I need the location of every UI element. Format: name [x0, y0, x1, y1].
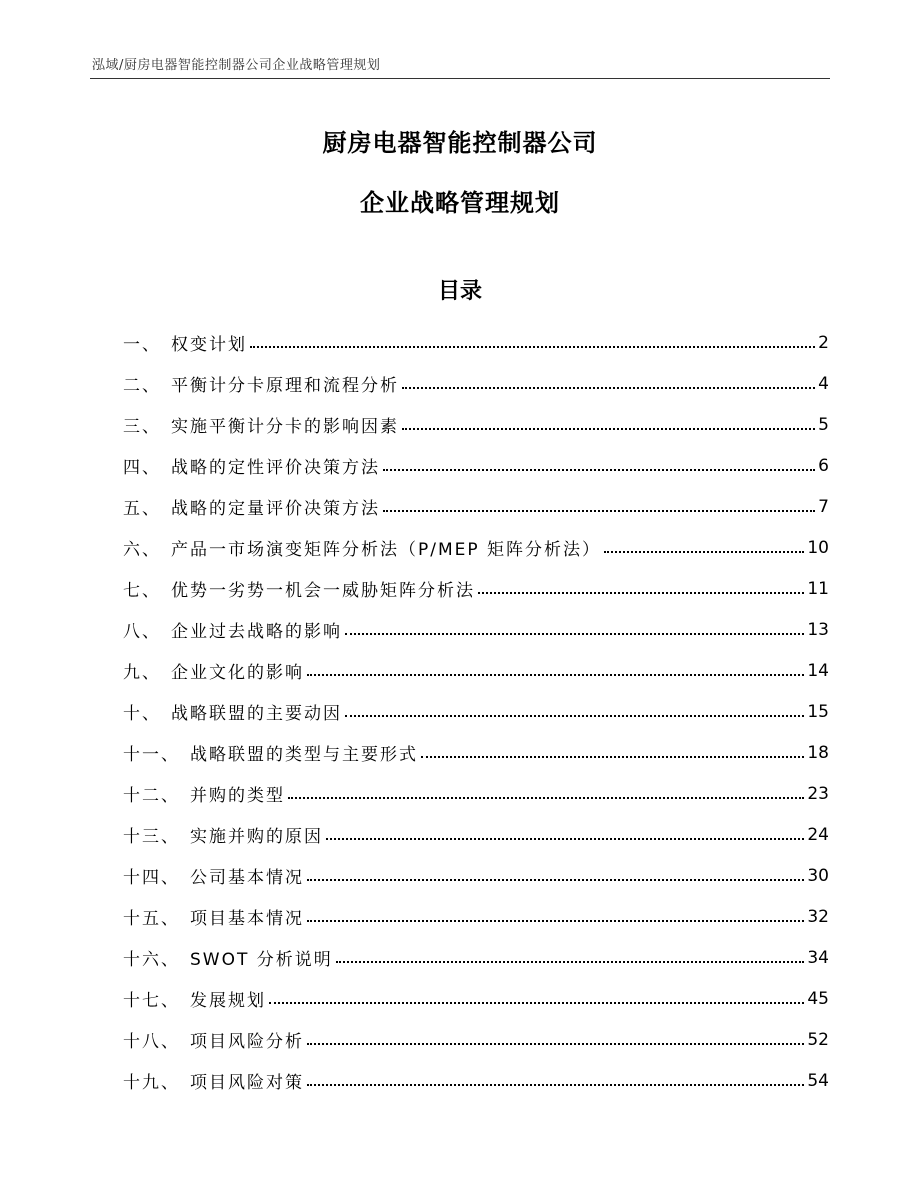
toc-entry-page-number: 11: [807, 578, 829, 599]
toc-entry-title: 企业文化的影响: [171, 663, 304, 683]
toc-entry-separator: 、: [161, 950, 180, 970]
toc-dot-leader: [421, 755, 804, 758]
toc-entry-number: 六: [123, 540, 142, 560]
toc-entry[interactable]: [123, 1019, 829, 1060]
toc-entry-separator: 、: [142, 417, 161, 437]
toc-entry-title: 战略的定性评价决策方法: [171, 458, 380, 478]
toc-entry-number: 九: [123, 663, 142, 683]
toc-entry-title: 产品一市场演变矩阵分析法（P/MEP 矩阵分析法）: [171, 540, 602, 560]
toc-entry-number: 四: [123, 458, 142, 478]
toc-dot-leader: [336, 960, 805, 963]
toc-entry-separator: 、: [142, 499, 161, 519]
toc-entry-separator: 、: [142, 335, 161, 355]
toc-entry-page-number: 4: [818, 373, 829, 394]
toc-dot-leader: [307, 1083, 804, 1086]
toc-entry[interactable]: [123, 691, 829, 732]
toc-entry-number: 十二: [123, 786, 161, 806]
toc-dot-leader: [402, 386, 815, 389]
toc-entry-page-number: 15: [807, 701, 829, 722]
toc-entry-page-number: 23: [807, 783, 829, 804]
toc-entry-title: 平衡计分卡原理和流程分析: [171, 376, 399, 396]
toc-entry[interactable]: [123, 937, 829, 978]
toc-entry-page-number: 10: [807, 537, 829, 558]
toc-entry-page-number: 6: [818, 455, 829, 476]
toc-entry-separator: 、: [142, 376, 161, 396]
toc-entry-separator: 、: [142, 581, 161, 601]
toc-entry-separator: 、: [142, 663, 161, 683]
toc-entry[interactable]: [123, 404, 829, 445]
toc-entry-number: 三: [123, 417, 142, 437]
toc-entry-number: 十五: [123, 909, 161, 929]
toc-dot-leader: [307, 878, 804, 881]
toc-entry-number: 二: [123, 376, 142, 396]
toc-entry[interactable]: [123, 322, 829, 363]
toc-entry[interactable]: [123, 527, 829, 568]
toc-entry-title: 优势一劣势一机会一威胁矩阵分析法: [171, 581, 475, 601]
toc-entry-separator: 、: [161, 786, 180, 806]
toc-entry[interactable]: [123, 814, 829, 855]
toc-entry-number: 十六: [123, 950, 161, 970]
toc-entry[interactable]: [123, 978, 829, 1019]
toc-entry-page-number: 2: [818, 332, 829, 353]
toc-entry-page-number: 7: [818, 496, 829, 517]
toc-dot-leader: [478, 591, 804, 594]
toc-entry-number: 七: [123, 581, 142, 601]
toc-entry-separator: 、: [161, 991, 180, 1011]
toc-entry[interactable]: [123, 855, 829, 896]
toc-entry[interactable]: [123, 650, 829, 691]
toc-dot-leader: [345, 632, 804, 635]
toc-entry-title: 并购的类型: [190, 786, 285, 806]
toc-dot-leader: [402, 427, 815, 430]
toc-entry-title: 公司基本情况: [190, 868, 304, 888]
document-title: 厨房电器智能控制器公司: [322, 129, 598, 157]
toc-entry-number: 十四: [123, 868, 161, 888]
toc-dot-leader: [288, 796, 804, 799]
toc-entry-number: 五: [123, 499, 142, 519]
toc-entry[interactable]: [123, 773, 829, 814]
toc-entry[interactable]: [123, 568, 829, 609]
toc-entry-page-number: 5: [818, 414, 829, 435]
toc-entry-page-number: 34: [807, 947, 829, 968]
toc-entry-title: 发展规划: [190, 991, 266, 1011]
toc-entry-page-number: 18: [807, 742, 829, 763]
toc-entry[interactable]: [123, 1060, 829, 1101]
toc-entry-title: 项目风险对策: [190, 1073, 304, 1093]
toc-dot-leader: [345, 714, 804, 717]
toc-dot-leader: [307, 919, 804, 922]
toc-entry-separator: 、: [161, 909, 180, 929]
toc-entry-number: 十九: [123, 1073, 161, 1093]
toc-entry-separator: 、: [142, 458, 161, 478]
toc-entry-title: 项目风险分析: [190, 1032, 304, 1052]
toc-dot-leader: [307, 1042, 804, 1045]
toc-entry-page-number: 24: [807, 824, 829, 845]
toc-heading: 目录: [437, 279, 482, 304]
toc-entry-number: 十一: [123, 745, 161, 765]
toc-entry-page-number: 52: [807, 1029, 829, 1050]
toc-entry[interactable]: [123, 363, 829, 404]
toc-entry-page-number: 14: [807, 660, 829, 681]
toc-entry-title: 企业过去战略的影响: [171, 622, 342, 642]
toc-entry-separator: 、: [142, 622, 161, 642]
toc-entry-page-number: 30: [807, 865, 829, 886]
toc-dot-leader: [326, 837, 804, 840]
toc-entry-number: 八: [123, 622, 142, 642]
toc-entry-separator: 、: [161, 868, 180, 888]
toc-entry-title: 实施平衡计分卡的影响因素: [171, 417, 399, 437]
toc-entry[interactable]: [123, 896, 829, 937]
toc-entry-separator: 、: [142, 704, 161, 724]
toc-entry[interactable]: [123, 609, 829, 650]
toc-entry[interactable]: [123, 445, 829, 486]
toc-entry-number: 一: [123, 335, 142, 355]
toc-entry-title: 实施并购的原因: [190, 827, 323, 847]
toc-entry-title: 战略联盟的类型与主要形式: [190, 745, 418, 765]
document-subtitle: 企业战略管理规划: [360, 189, 560, 217]
toc-entry-separator: 、: [161, 745, 180, 765]
toc-entry-separator: 、: [142, 540, 161, 560]
header-divider: [90, 78, 830, 79]
running-header: 泓域/厨房电器智能控制器公司企业战略管理规划: [92, 58, 381, 73]
toc-entry-number: 十七: [123, 991, 161, 1011]
toc-entry-separator: 、: [161, 1073, 180, 1093]
toc-dot-leader: [604, 550, 804, 553]
toc-entry-page-number: 54: [807, 1070, 829, 1091]
toc-entry-title: 战略的定量评价决策方法: [171, 499, 380, 519]
toc-entry-title: 权变计划: [171, 335, 247, 355]
toc-entry-number: 十八: [123, 1032, 161, 1052]
toc-entry-title: 项目基本情况: [190, 909, 304, 929]
toc-entry-page-number: 45: [807, 988, 829, 1009]
toc-entry-separator: 、: [161, 1032, 180, 1052]
toc-dot-leader: [250, 345, 815, 348]
toc-dot-leader: [269, 1001, 804, 1004]
toc-entry-title: 战略联盟的主要动因: [171, 704, 342, 724]
toc-entry-separator: 、: [161, 827, 180, 847]
toc-dot-leader: [383, 468, 815, 471]
toc-dot-leader: [383, 509, 815, 512]
toc-dot-leader: [307, 673, 804, 676]
toc-entry-page-number: 13: [807, 619, 829, 640]
toc-entry-number: 十: [123, 704, 142, 724]
toc-entry-number: 十三: [123, 827, 161, 847]
toc-entry[interactable]: [123, 486, 829, 527]
toc-entry-title: SWOT 分析说明: [190, 950, 333, 970]
toc-entry-page-number: 32: [807, 906, 829, 927]
toc-entry[interactable]: [123, 732, 829, 773]
table-of-contents: [123, 322, 829, 1101]
